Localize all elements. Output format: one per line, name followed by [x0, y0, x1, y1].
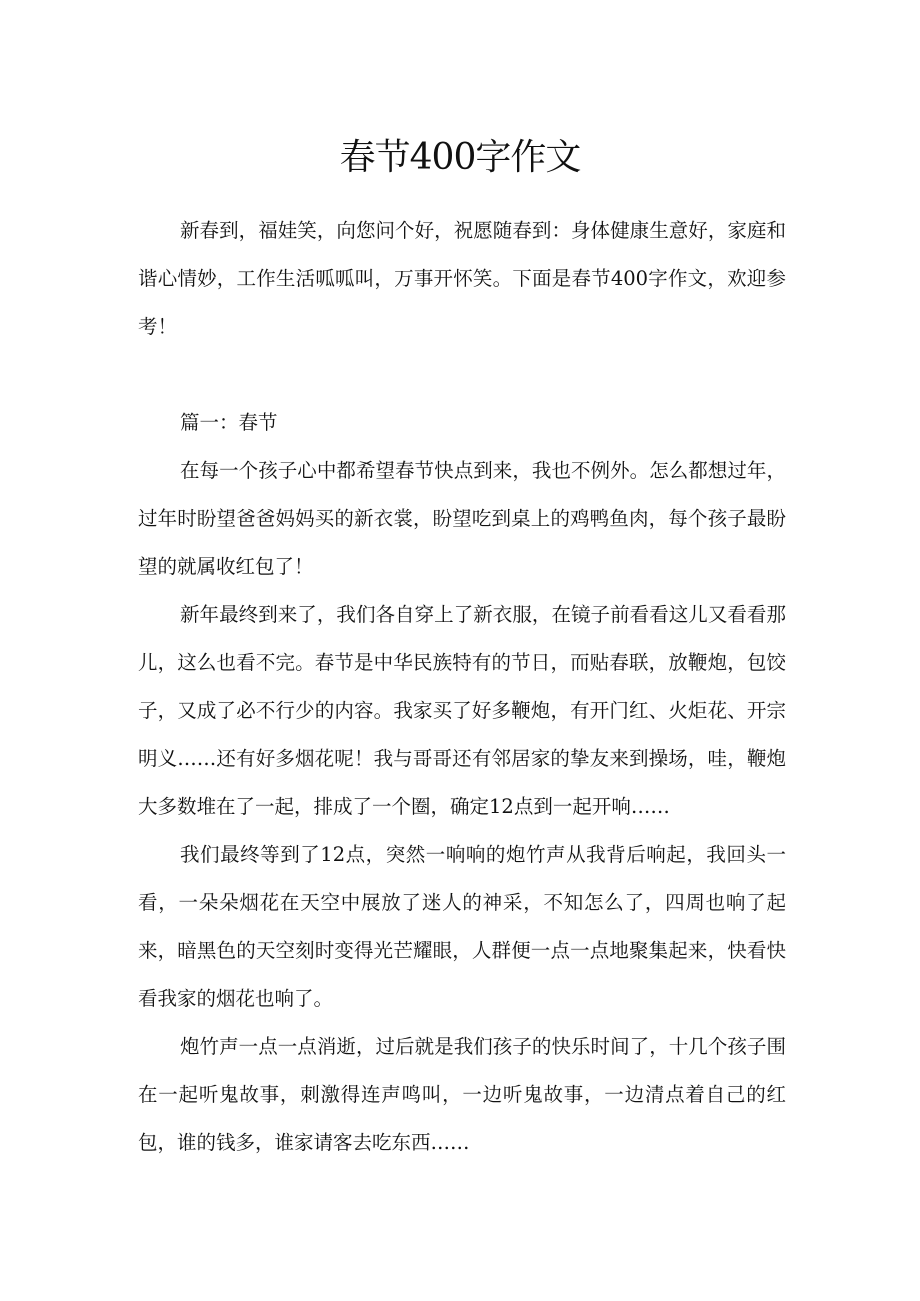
body-paragraph-4: 炮竹声一点一点消逝，过后就是我们孩子的快乐时间了，十几个孩子围在一起听鬼故事，刺激得连声鸣叫，一边听鬼故事，一边清点着自己的红包，谁的钱多，谁家请客去吃东西……: [138, 1035, 786, 1154]
body-paragraph-3: 我们最终等到了12点，突然一响响的炮竹声从我背后响起，我回头一看，一朵朵烟花在天空中展放了迷人的神采，不知怎么了，四周也响了起来，暗黑色的天空刻时变得光芒耀眼，人群便一点一点地聚集起来，快看快看我家的烟花也响了。: [138, 843, 786, 1010]
section-heading: 篇一：春节: [180, 411, 278, 434]
body-paragraph-1: 在每一个孩子心中都希望春节快点到来，我也不例外。怎么都想过年，过年时盼望爸爸妈妈买的新衣裳，盼望吃到桌上的鸡鸭鱼肉，每个孩子最盼望的就属收红包了！: [138, 459, 786, 578]
intro-paragraph: 新春到，福娃笑，向您问个好，祝愿随春到：身体健康生意好，家庭和谐心情妙，工作生活呱呱叫，万事开怀笑。下面是春节400字作文，欢迎参考！: [138, 219, 786, 338]
document-title: 春节400字作文: [339, 137, 581, 178]
body-paragraph-2: 新年最终到来了，我们各自穿上了新衣服，在镜子前看看这儿又看看那儿，这么也看不完。春节是中华民族特有的节日，而贴春联，放鞭炮，包饺子，又成了必不行少的内容。我家买了好多鞭炮，有开门红、火炬花、开宗明义……还有好多烟花呢！我与哥哥还有邻居家的挚友来到操场，哇，鞭炮大多数堆在了一起，排成了一个圈，确定12点到一起开响……: [138, 603, 786, 818]
